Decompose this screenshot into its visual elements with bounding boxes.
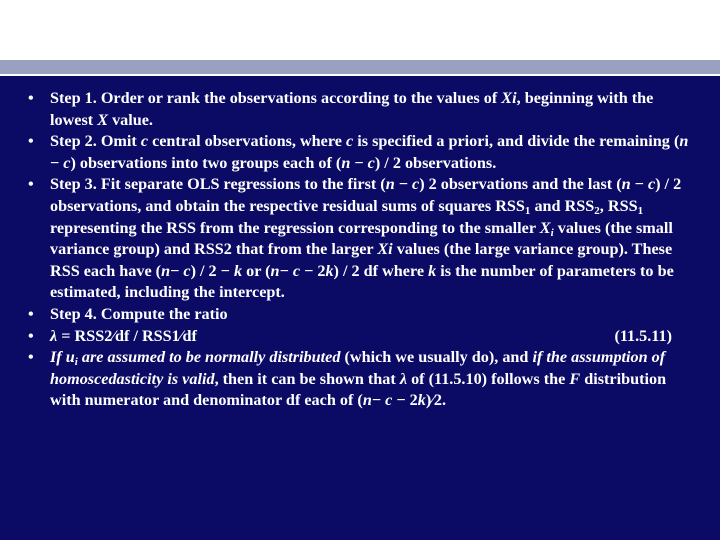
bullet-icon: • — [28, 326, 34, 345]
list-item — [28, 174, 698, 304]
slide-content — [0, 76, 720, 540]
step3-text: Step 3. Fit separate OLS regressions to the first (n − c) 2 observations and the last (n − c) / 2 observations, and obtain the respective residual sums of squares $RSS_1$ and $RSS_2$, $RSS_1$ representing the RSS from the regression corresponding to the smaller $X_i$ values (the small variance group) and RSS2 that from the larger Xi values (the large variance group). These RSS each have (n− c) / 2 − k or (n− c − 2k) / 2 df where k is the number of parameters to be estimated, including the intercept. — [50, 175, 682, 302]
ratio-formula: λ = RSS2⁄df / RSS1⁄df — [50, 326, 197, 345]
list-item — [28, 326, 698, 348]
conclusion-text: If $u_i$ are assumed to be normally distributed (which we usually do), and if the assumption of homoscedasticity is valid, then it can be shown that λ of (11.5.10) follows the F distribution with numerator and denominator df each of (n− c − 2k)⁄2. — [50, 348, 667, 410]
bullet-icon: • — [28, 348, 34, 367]
list-item — [28, 347, 698, 412]
header-area — [0, 0, 720, 60]
step2-text: Step 2. Omit c central observations, where c is specified a priori, and divide the remaining (n − c) observations into two groups each of (n − c) / 2 observations. — [50, 132, 689, 172]
step1-text: Step 1. Order or rank the observations according to the values of Xi, beginning with the lowest X value. — [50, 89, 654, 129]
step4-text: Step 4. Compute the ratio — [50, 304, 228, 323]
list-item — [28, 88, 698, 131]
list-item — [28, 304, 698, 326]
bullet-icon: • — [28, 132, 34, 151]
equation-number: (11.5.11) — [614, 326, 672, 345]
bullet-icon: • — [28, 89, 34, 107]
list-item — [28, 131, 698, 174]
bullet-icon: • — [28, 304, 34, 323]
bullet-list — [28, 88, 698, 412]
title-divider-stripe — [0, 60, 720, 74]
ratio-equation — [50, 326, 698, 348]
bullet-icon: • — [28, 175, 34, 194]
